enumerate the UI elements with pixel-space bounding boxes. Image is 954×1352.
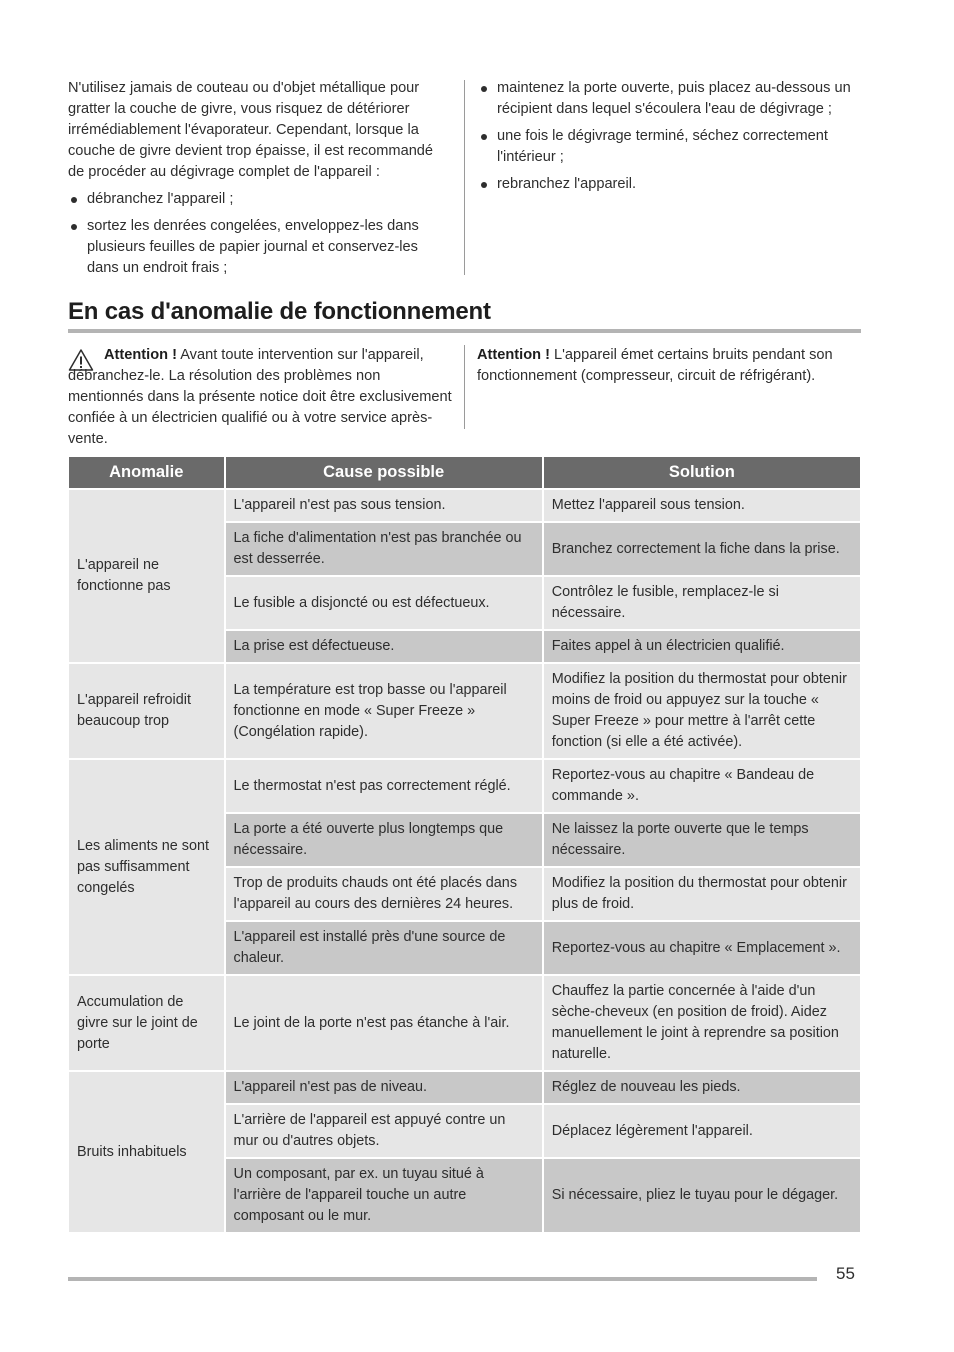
page-number: 55 [836,1264,855,1283]
cause-cell: Un composant, par ex. un tuyau situé à l'arrière de l'appareil touche un autre composant ou le mur. [226,1159,542,1232]
solution-cell: Réglez de nouveau les pieds. [544,1072,860,1103]
solution-cell: Modifiez la position du thermostat pour obtenir plus de froid. [544,868,860,920]
intro-paragraph: N'utilisez jamais de couteau ou d'objet métallique pour gratter la couche de givre, vous risquez de détériorer irrémédiablement l'évaporateur. Cependant, lorsque la couche de givre devient trop épaisse, il est recommandé de procéder au dégivrage complet de l'appareil : [68,80,434,180]
cause-cell: La température est trop basse ou l'appareil fonctionne en mode « Super Freeze » (Congélation rapide). [226,664,542,758]
list-item: débranchez l'appareil ; [68,189,452,210]
header-cause: Cause possible [226,457,542,488]
solution-cell: Faites appel à un électricien qualifié. [544,631,860,662]
intro-right-bullets [478,78,862,195]
warning-label: Attention ! [104,347,177,363]
header-anomalie: Anomalie [69,457,224,488]
list-item: rebranchez l'appareil. [478,174,862,195]
footer-rule [68,1277,817,1281]
table-row [69,760,860,812]
anomaly-cell: L'appareil ne fonctionne pas [69,490,224,662]
cause-cell: La porte a été ouverte plus longtemps que nécessaire. [226,814,542,866]
warning-text: L'appareil émet certains bruits pendant son fonctionnement (compresseur, circuit de réfrigérant). [477,347,833,384]
cause-cell: La fiche d'alimentation n'est pas branchée ou est desserrée. [226,523,542,575]
table-row [69,490,860,521]
intro-left-bullets [68,189,452,279]
column-divider [464,80,465,275]
troubleshooting-table [67,455,862,1234]
table-row [69,976,860,1070]
cause-cell: Le joint de la porte n'est pas étanche à l'air. [226,976,542,1070]
anomaly-cell: Les aliments ne sont pas suffisamment congelés [69,760,224,974]
solution-cell: Chauffez la partie concernée à l'aide d'un sèche-cheveux (en position de froid). Aidez manuellement le joint à reprendre sa position naturelle. [544,976,860,1070]
anomaly-cell: Accumulation de givre sur le joint de porte [69,976,224,1070]
warning-right [477,345,863,387]
intro-right-column [478,72,862,195]
column-divider [464,345,465,429]
warning-text: Avant toute intervention sur l'appareil, débranchez-le. La résolution des problèmes non mentionnés dans la présente notice doit être exclusivement confiée à un électricien qualifié ou à votre service après-vente. [68,347,452,447]
cause-cell: L'appareil est installé près d'une source de chaleur. [226,922,542,974]
list-item: une fois le dégivrage terminé, séchez correctement l'intérieur ; [478,126,862,168]
section-title-rule [68,329,861,333]
cause-cell: La prise est défectueuse. [226,631,542,662]
anomaly-cell: L'appareil refroidit beaucoup trop [69,664,224,758]
cause-cell: Le fusible a disjoncté ou est défectueux. [226,577,542,629]
table-header-row [69,457,860,488]
solution-cell: Mettez l'appareil sous tension. [544,490,860,521]
cause-cell: L'appareil n'est pas sous tension. [226,490,542,521]
list-item: sortez les denrées congelées, enveloppez-les dans plusieurs feuilles de papier journal et conservez-les dans un endroit frais ; [68,216,452,279]
cause-cell: Le thermostat n'est pas correctement réglé. [226,760,542,812]
intro-left-column [68,78,452,279]
solution-cell: Contrôlez le fusible, remplacez-le si nécessaire. [544,577,860,629]
solution-cell: Si nécessaire, pliez le tuyau pour le dégager. [544,1159,860,1232]
solution-cell: Reportez-vous au chapitre « Bandeau de commande ». [544,760,860,812]
cause-cell: L'arrière de l'appareil est appuyé contre un mur ou d'autres objets. [226,1105,542,1157]
solution-cell: Branchez correctement la fiche dans la prise. [544,523,860,575]
table-row [69,664,860,758]
table-row [69,1072,860,1103]
section-title: En cas d'anomalie de fonctionnement [68,298,491,325]
cause-cell: Trop de produits chauds ont été placés dans l'appareil au cours des dernières 24 heures. [226,868,542,920]
anomaly-cell: Bruits inhabituels [69,1072,224,1232]
warning-label: Attention ! [477,347,550,363]
header-solution: Solution [544,457,860,488]
solution-cell: Reportez-vous au chapitre « Emplacement ». [544,922,860,974]
cause-cell: L'appareil n'est pas de niveau. [226,1072,542,1103]
warning-left [68,345,452,450]
solution-cell: Déplacez légèrement l'appareil. [544,1105,860,1157]
solution-cell: Ne laissez la porte ouverte que le temps nécessaire. [544,814,860,866]
solution-cell: Modifiez la position du thermostat pour obtenir moins de froid ou appuyez sur la touche « Super Freeze » pour mettre à l'arrêt cette fonction (si elle a été activée). [544,664,860,758]
list-item: maintenez la porte ouverte, puis placez au-dessous un récipient dans lequel s'écoulera l'eau de dégivrage ; [478,78,862,120]
